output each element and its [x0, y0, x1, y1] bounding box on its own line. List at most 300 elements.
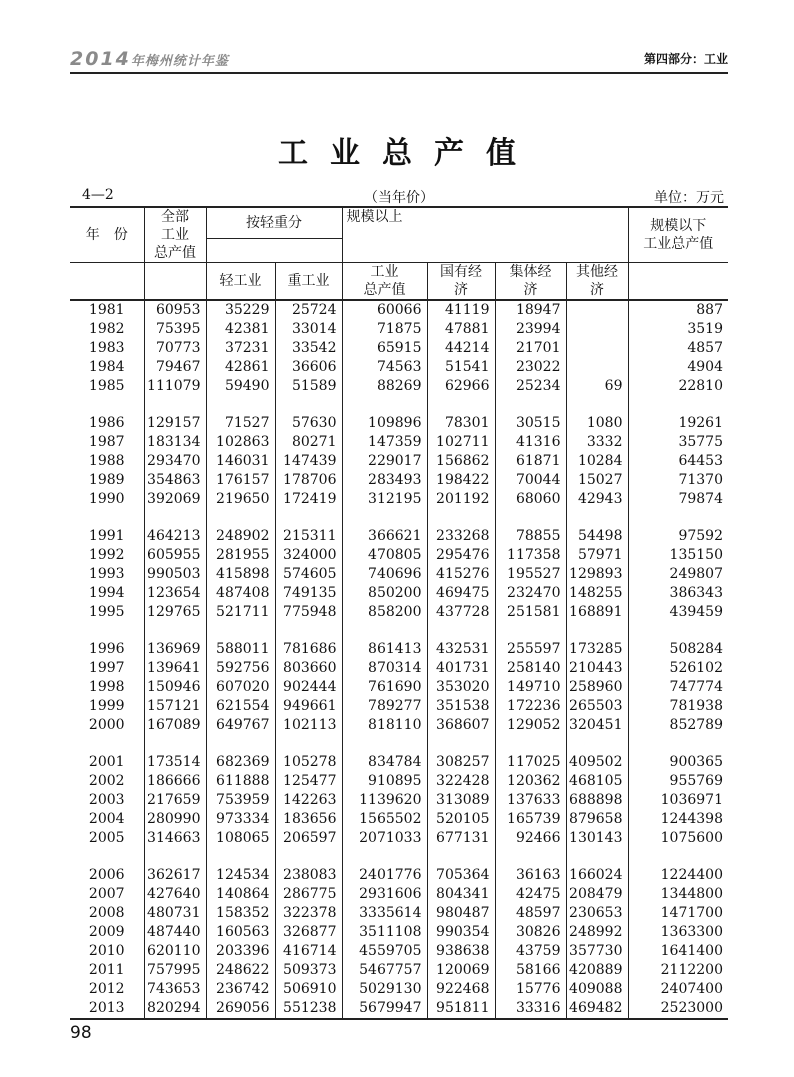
yearbook-year: 2014	[70, 48, 131, 70]
value-cell: 97592	[628, 527, 728, 546]
value-cell: 172419	[275, 490, 342, 509]
value-cell: 71527	[206, 414, 275, 433]
value-cell: 416714	[275, 942, 342, 961]
value-cell: 468105	[566, 772, 628, 791]
year-cell: 1989	[70, 471, 144, 490]
value-cell: 1224400	[628, 866, 728, 885]
year-cell: 1982	[70, 320, 144, 339]
value-cell: 415276	[427, 565, 495, 584]
value-cell: 354863	[144, 471, 206, 490]
value-cell: 88269	[342, 377, 427, 396]
value-cell: 265503	[566, 697, 628, 716]
group-spacer	[70, 848, 728, 866]
value-cell: 3511108	[342, 923, 427, 942]
value-cell: 68060	[495, 490, 566, 509]
year-cell: 1987	[70, 433, 144, 452]
value-cell: 21701	[495, 339, 566, 358]
value-cell: 1075600	[628, 829, 728, 848]
value-cell: 236742	[206, 980, 275, 999]
value-cell: 33316	[495, 999, 566, 1019]
table-row	[70, 810, 728, 829]
value-cell: 258960	[566, 678, 628, 697]
value-cell: 439459	[628, 603, 728, 622]
value-cell: 308257	[427, 753, 495, 772]
table-row	[70, 377, 728, 396]
value-cell: 44214	[427, 339, 495, 358]
value-cell: 487440	[144, 923, 206, 942]
year-cell: 1984	[70, 358, 144, 377]
value-cell: 368607	[427, 716, 495, 735]
value-cell: 129765	[144, 603, 206, 622]
table-row	[70, 904, 728, 923]
value-cell: 990503	[144, 565, 206, 584]
value-cell: 521711	[206, 603, 275, 622]
value-cell: 508284	[628, 640, 728, 659]
value-cell: 900365	[628, 753, 728, 772]
value-cell: 621554	[206, 697, 275, 716]
col-header-year: 年 份	[70, 207, 144, 263]
value-cell: 682369	[206, 753, 275, 772]
value-cell: 781686	[275, 640, 342, 659]
value-cell: 409088	[566, 980, 628, 999]
value-cell: 464213	[144, 527, 206, 546]
value-cell: 649767	[206, 716, 275, 735]
value-cell: 938638	[427, 942, 495, 961]
value-cell: 283493	[342, 471, 427, 490]
table-row	[70, 490, 728, 509]
value-cell: 740696	[342, 565, 427, 584]
value-cell: 51589	[275, 377, 342, 396]
value-cell: 69	[566, 377, 628, 396]
value-cell: 437728	[427, 603, 495, 622]
col-header-total-cont	[144, 263, 206, 301]
value-cell: 156862	[427, 452, 495, 471]
value-cell: 858200	[342, 603, 427, 622]
value-cell: 165739	[495, 810, 566, 829]
col-header-other: 其他经 济	[566, 263, 628, 301]
value-cell: 353020	[427, 678, 495, 697]
value-cell: 293470	[144, 452, 206, 471]
value-cell: 36606	[275, 358, 342, 377]
value-cell: 2523000	[628, 999, 728, 1019]
value-cell: 120362	[495, 772, 566, 791]
year-cell: 1993	[70, 565, 144, 584]
table-row	[70, 433, 728, 452]
section-label: 第四部分：工业	[643, 52, 728, 66]
table-row	[70, 772, 728, 791]
value-cell: 286775	[275, 885, 342, 904]
col-header-light: 轻工业	[206, 263, 275, 301]
value-cell: 470805	[342, 546, 427, 565]
table-row	[70, 565, 728, 584]
value-cell: 427640	[144, 885, 206, 904]
value-cell: 324000	[275, 546, 342, 565]
value-cell: 980487	[427, 904, 495, 923]
table-row	[70, 471, 728, 490]
value-cell: 1244398	[628, 810, 728, 829]
value-cell: 2931606	[342, 885, 427, 904]
value-cell: 834784	[342, 753, 427, 772]
table-row	[70, 358, 728, 377]
table-row	[70, 659, 728, 678]
value-cell: 15776	[495, 980, 566, 999]
value-cell: 4559705	[342, 942, 427, 961]
value-cell: 386343	[628, 584, 728, 603]
value-cell: 870314	[342, 659, 427, 678]
value-cell: 57630	[275, 414, 342, 433]
year-cell: 2012	[70, 980, 144, 999]
value-cell: 357730	[566, 942, 628, 961]
value-cell: 105278	[275, 753, 342, 772]
value-cell: 129157	[144, 414, 206, 433]
value-cell: 951811	[427, 999, 495, 1019]
header-divider	[70, 72, 728, 74]
value-cell: 3335614	[342, 904, 427, 923]
value-cell: 120069	[427, 961, 495, 980]
value-cell: 117358	[495, 546, 566, 565]
value-cell: 747774	[628, 678, 728, 697]
value-cell: 251581	[495, 603, 566, 622]
yearbook-name: 年梅州统计年鉴	[130, 54, 229, 69]
value-cell: 148255	[566, 584, 628, 603]
value-cell: 506910	[275, 980, 342, 999]
value-cell	[566, 300, 628, 320]
value-cell: 469482	[566, 999, 628, 1019]
table-row	[70, 603, 728, 622]
value-cell: 23022	[495, 358, 566, 377]
year-cell: 2006	[70, 866, 144, 885]
value-cell: 705364	[427, 866, 495, 885]
value-cell: 206597	[275, 829, 342, 848]
value-cell: 35775	[628, 433, 728, 452]
value-cell: 607020	[206, 678, 275, 697]
value-cell: 102863	[206, 433, 275, 452]
group-spacer	[70, 509, 728, 527]
table-row	[70, 640, 728, 659]
value-cell: 64453	[628, 452, 728, 471]
value-cell: 10284	[566, 452, 628, 471]
value-cell: 281955	[206, 546, 275, 565]
value-cell: 392069	[144, 490, 206, 509]
value-cell: 172236	[495, 697, 566, 716]
value-cell: 922468	[427, 980, 495, 999]
value-cell: 92466	[495, 829, 566, 848]
year-cell: 1988	[70, 452, 144, 471]
value-cell: 269056	[206, 999, 275, 1019]
value-cell: 195527	[495, 565, 566, 584]
value-cell: 879658	[566, 810, 628, 829]
year-cell: 1991	[70, 527, 144, 546]
value-cell: 232470	[495, 584, 566, 603]
value-cell: 47881	[427, 320, 495, 339]
year-cell: 2007	[70, 885, 144, 904]
value-cell: 136969	[144, 640, 206, 659]
running-header	[70, 48, 728, 72]
page-title: 工业总产值	[278, 136, 538, 171]
table-row	[70, 452, 728, 471]
value-cell: 611888	[206, 772, 275, 791]
value-cell: 688898	[566, 791, 628, 810]
value-cell: 61871	[495, 452, 566, 471]
year-cell: 1986	[70, 414, 144, 433]
value-cell: 362617	[144, 866, 206, 885]
value-cell: 749135	[275, 584, 342, 603]
value-cell: 15027	[566, 471, 628, 490]
value-cell: 1641400	[628, 942, 728, 961]
value-cell: 150946	[144, 678, 206, 697]
table-row	[70, 678, 728, 697]
value-cell: 123654	[144, 584, 206, 603]
value-cell: 520105	[427, 810, 495, 829]
value-cell: 158352	[206, 904, 275, 923]
value-cell: 326877	[275, 923, 342, 942]
yearbook-title	[70, 48, 229, 70]
year-cell: 2004	[70, 810, 144, 829]
year-cell: 2008	[70, 904, 144, 923]
year-cell: 1998	[70, 678, 144, 697]
value-cell: 420889	[566, 961, 628, 980]
table-row	[70, 414, 728, 433]
value-cell: 70773	[144, 339, 206, 358]
value-cell: 51541	[427, 358, 495, 377]
year-cell: 1990	[70, 490, 144, 509]
value-cell: 258140	[495, 659, 566, 678]
table-row	[70, 527, 728, 546]
value-cell: 401731	[427, 659, 495, 678]
value-cell: 1363300	[628, 923, 728, 942]
year-cell: 1995	[70, 603, 144, 622]
group-spacer	[70, 622, 728, 640]
value-cell: 1139620	[342, 791, 427, 810]
value-cell: 111079	[144, 377, 206, 396]
table-row	[70, 942, 728, 961]
col-header-collective: 集体经 济	[495, 263, 566, 301]
value-cell: 4904	[628, 358, 728, 377]
value-cell: 803660	[275, 659, 342, 678]
value-cell: 238083	[275, 866, 342, 885]
value-cell: 605955	[144, 546, 206, 565]
table-row	[70, 866, 728, 885]
value-cell: 775948	[275, 603, 342, 622]
value-cell: 551238	[275, 999, 342, 1019]
value-cell: 789277	[342, 697, 427, 716]
value-cell: 1471700	[628, 904, 728, 923]
value-cell: 48597	[495, 904, 566, 923]
value-cell: 322428	[427, 772, 495, 791]
value-cell: 480731	[144, 904, 206, 923]
value-cell: 137633	[495, 791, 566, 810]
value-cell: 25234	[495, 377, 566, 396]
value-cell: 198422	[427, 471, 495, 490]
value-cell: 1344800	[628, 885, 728, 904]
table-row	[70, 829, 728, 848]
value-cell: 36163	[495, 866, 566, 885]
value-cell: 2407400	[628, 980, 728, 999]
col-header-heavy: 重工业	[275, 263, 342, 301]
value-cell: 178706	[275, 471, 342, 490]
value-cell: 2071033	[342, 829, 427, 848]
value-cell: 5029130	[342, 980, 427, 999]
year-cell: 1999	[70, 697, 144, 716]
table-meta	[70, 187, 728, 207]
unit-note: 单位：万元	[654, 190, 724, 206]
value-cell: 852789	[628, 716, 728, 735]
table-row	[70, 791, 728, 810]
value-cell: 168891	[566, 603, 628, 622]
value-cell: 75395	[144, 320, 206, 339]
value-cell: 314663	[144, 829, 206, 848]
value-cell: 59490	[206, 377, 275, 396]
value-cell: 30515	[495, 414, 566, 433]
value-cell: 1036971	[628, 791, 728, 810]
value-cell: 42475	[495, 885, 566, 904]
value-cell: 322378	[275, 904, 342, 923]
value-cell: 487408	[206, 584, 275, 603]
table-row	[70, 697, 728, 716]
col-header-above-scale: 规模以上	[342, 207, 628, 263]
value-cell: 280990	[144, 810, 206, 829]
value-cell: 129052	[495, 716, 566, 735]
col-header-above-total: 工业 总产值	[342, 263, 427, 301]
value-cell: 70044	[495, 471, 566, 490]
table-row	[70, 753, 728, 772]
value-cell: 130143	[566, 829, 628, 848]
table-row	[70, 999, 728, 1019]
value-cell: 2401776	[342, 866, 427, 885]
table-row	[70, 980, 728, 999]
value-cell: 887	[628, 300, 728, 320]
value-cell: 80271	[275, 433, 342, 452]
value-cell: 743653	[144, 980, 206, 999]
year-cell: 1983	[70, 339, 144, 358]
value-cell: 818110	[342, 716, 427, 735]
value-cell: 42381	[206, 320, 275, 339]
value-cell: 79467	[144, 358, 206, 377]
value-cell: 54498	[566, 527, 628, 546]
value-cell: 78855	[495, 527, 566, 546]
value-cell: 78301	[427, 414, 495, 433]
value-cell: 183656	[275, 810, 342, 829]
table-row	[70, 546, 728, 565]
year-cell: 2000	[70, 716, 144, 735]
value-cell: 208479	[566, 885, 628, 904]
table-row	[70, 339, 728, 358]
value-cell: 753959	[206, 791, 275, 810]
value-cell: 509373	[275, 961, 342, 980]
value-cell: 18947	[495, 300, 566, 320]
table-header	[70, 207, 728, 300]
value-cell: 33542	[275, 339, 342, 358]
table-row	[70, 961, 728, 980]
value-cell: 147439	[275, 452, 342, 471]
year-cell: 2013	[70, 999, 144, 1019]
value-cell: 102711	[427, 433, 495, 452]
value-cell: 761690	[342, 678, 427, 697]
col-header-below-scale: 规模以下 工业总产值	[628, 207, 728, 263]
year-cell: 1981	[70, 300, 144, 320]
value-cell: 42861	[206, 358, 275, 377]
year-cell: 2003	[70, 791, 144, 810]
value-cell	[566, 339, 628, 358]
value-cell: 41316	[495, 433, 566, 452]
value-cell: 65915	[342, 339, 427, 358]
year-cell: 2009	[70, 923, 144, 942]
group-spacer	[70, 396, 728, 414]
value-cell: 990354	[427, 923, 495, 942]
value-cell: 42943	[566, 490, 628, 509]
value-cell: 203396	[206, 942, 275, 961]
value-cell: 1080	[566, 414, 628, 433]
value-cell: 57971	[566, 546, 628, 565]
table-row	[70, 584, 728, 603]
year-cell: 2010	[70, 942, 144, 961]
value-cell: 820294	[144, 999, 206, 1019]
year-cell: 1985	[70, 377, 144, 396]
price-note: （当年价）	[364, 190, 434, 206]
value-cell: 173285	[566, 640, 628, 659]
value-cell: 109896	[342, 414, 427, 433]
table-row	[70, 923, 728, 942]
value-cell: 157121	[144, 697, 206, 716]
year-cell: 1996	[70, 640, 144, 659]
value-cell: 229017	[342, 452, 427, 471]
value-cell: 201192	[427, 490, 495, 509]
value-cell: 37231	[206, 339, 275, 358]
value-cell: 71875	[342, 320, 427, 339]
value-cell: 230653	[566, 904, 628, 923]
value-cell: 295476	[427, 546, 495, 565]
value-cell: 58166	[495, 961, 566, 980]
value-cell: 313089	[427, 791, 495, 810]
value-cell: 902444	[275, 678, 342, 697]
table-body	[70, 300, 728, 1019]
value-cell: 30826	[495, 923, 566, 942]
value-cell: 320451	[566, 716, 628, 735]
value-cell: 312195	[342, 490, 427, 509]
value-cell: 5467757	[342, 961, 427, 980]
industrial-output-table	[70, 206, 728, 1020]
table-id: 4—2	[82, 187, 114, 203]
value-cell: 125477	[275, 772, 342, 791]
value-cell: 176157	[206, 471, 275, 490]
value-cell: 71370	[628, 471, 728, 490]
value-cell: 108065	[206, 829, 275, 848]
value-cell: 757995	[144, 961, 206, 980]
value-cell: 415898	[206, 565, 275, 584]
value-cell: 102113	[275, 716, 342, 735]
value-cell: 22810	[628, 377, 728, 396]
value-cell: 217659	[144, 791, 206, 810]
year-cell: 1994	[70, 584, 144, 603]
value-cell: 160563	[206, 923, 275, 942]
value-cell: 23994	[495, 320, 566, 339]
value-cell: 35229	[206, 300, 275, 320]
page-number: 98	[70, 1023, 92, 1043]
value-cell: 526102	[628, 659, 728, 678]
year-cell: 1992	[70, 546, 144, 565]
value-cell: 233268	[427, 527, 495, 546]
year-cell: 2002	[70, 772, 144, 791]
value-cell: 33014	[275, 320, 342, 339]
value-cell: 592756	[206, 659, 275, 678]
value-cell: 147359	[342, 433, 427, 452]
year-cell: 2001	[70, 753, 144, 772]
value-cell: 117025	[495, 753, 566, 772]
value-cell: 79874	[628, 490, 728, 509]
value-cell: 166024	[566, 866, 628, 885]
value-cell: 215311	[275, 527, 342, 546]
value-cell: 804341	[427, 885, 495, 904]
